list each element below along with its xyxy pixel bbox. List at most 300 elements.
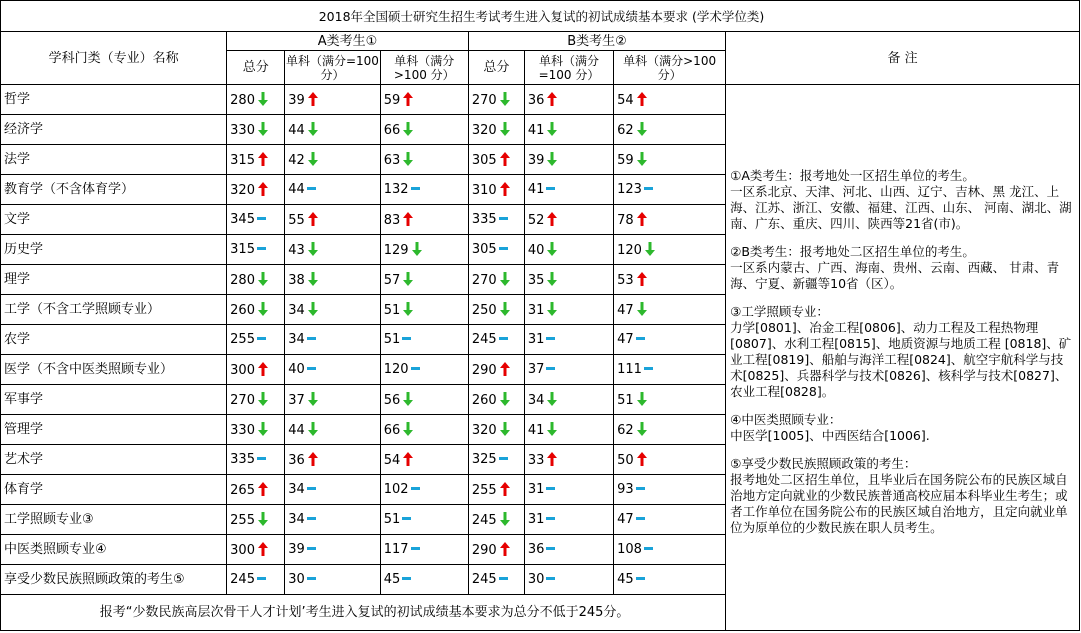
note-body: 力学[0801]、冶金工程[0806]、动力工程及工程热物理[0807]、水利工程[0815]、地质资源与地质工程 [0818]、矿业工程[0819]、船舶与海洋工程[0824]、航空宇航科学与技术[0825]、兵器科学与技术[0826]、核科学与技术[0827]、农业工程[0828]。 [730, 319, 1072, 399]
score-value: 31 [527, 302, 545, 318]
b-total-header: 总分 [468, 51, 524, 85]
down-arrow-icon [500, 92, 510, 106]
down-arrow-icon [637, 422, 647, 436]
score-value: 59 [617, 152, 634, 168]
score-cell [614, 355, 726, 385]
score-cell [468, 535, 524, 565]
note-item [730, 244, 1075, 292]
no-change-dash-icon [307, 187, 316, 190]
subject-cell: 哲学 [1, 85, 227, 115]
score-cell [524, 295, 613, 325]
score-value: 53 [617, 272, 634, 288]
down-arrow-icon [412, 242, 422, 256]
score-value: 255 [471, 482, 497, 498]
score-cell [524, 445, 613, 475]
down-arrow-icon [547, 152, 557, 166]
score-value: 290 [471, 542, 497, 558]
no-change-dash-icon [307, 337, 316, 340]
down-arrow-icon [308, 272, 318, 286]
score-cell [524, 205, 613, 235]
score-value: 120 [383, 362, 409, 377]
score-cell [614, 535, 726, 565]
score-cell [614, 235, 726, 265]
score-value: 44 [288, 122, 305, 138]
score-value: 66 [383, 422, 401, 438]
score-cell [614, 505, 726, 535]
no-change-dash-icon [546, 517, 555, 520]
score-value: 57 [383, 272, 401, 288]
score-value: 52 [527, 212, 545, 228]
score-value: 42 [288, 152, 305, 168]
score-cell [380, 145, 468, 175]
score-cell [614, 325, 726, 355]
score-value: 270 [471, 92, 497, 108]
score-cell [380, 505, 468, 535]
score-value: 108 [617, 542, 642, 557]
notes-cell [726, 85, 1080, 631]
score-value: 44 [288, 422, 305, 438]
up-arrow-icon [308, 92, 318, 106]
note-body: 报考地处二区招生单位，且毕业后在国务院公布的民族区域自治地方定向就业的少数民族普通高校应届本科毕业生考生；或者工作单位在国务院公布的民族区域自治地方，且定向就业单位为原单位的少数民族在职人员考生。 [730, 471, 1068, 535]
no-change-dash-icon [546, 487, 555, 490]
no-change-dash-icon [644, 187, 653, 190]
score-cell [285, 295, 380, 325]
no-change-dash-icon [257, 217, 266, 220]
score-value: 290 [471, 362, 497, 378]
score-value: 41 [527, 422, 545, 438]
up-arrow-icon [500, 482, 510, 496]
note-heading: ③工学照顾专业： [730, 303, 829, 319]
score-value: 345 [230, 212, 255, 227]
score-cell [285, 265, 380, 295]
score-value: 280 [230, 272, 255, 288]
b-single-100-header: 单科（满分=100 分） [524, 51, 613, 85]
score-value: 129 [383, 242, 409, 258]
score-cell [468, 295, 524, 325]
no-change-dash-icon [546, 337, 555, 340]
no-change-dash-icon [307, 517, 316, 520]
score-value: 330 [230, 122, 255, 138]
score-value: 300 [230, 542, 255, 558]
no-change-dash-icon [546, 367, 555, 370]
score-value: 51 [383, 302, 401, 318]
note-heading: ①A类考生：报考地处一区招生单位的考生。 [730, 167, 975, 183]
score-cell [614, 145, 726, 175]
score-value: 330 [230, 422, 255, 438]
no-change-dash-icon [636, 577, 645, 580]
up-arrow-icon [637, 272, 647, 286]
note-item [730, 304, 1075, 400]
up-arrow-icon [258, 542, 268, 556]
score-cell [285, 355, 380, 385]
score-cell [524, 265, 613, 295]
down-arrow-icon [547, 272, 557, 286]
score-value: 335 [230, 452, 255, 467]
score-value: 34 [527, 392, 545, 408]
score-value: 66 [383, 122, 401, 138]
score-cell [524, 415, 613, 445]
up-arrow-icon [403, 212, 413, 226]
down-arrow-icon [547, 422, 557, 436]
score-value: 325 [471, 452, 497, 467]
score-cell [468, 205, 524, 235]
down-arrow-icon [500, 422, 510, 436]
score-cell [227, 475, 285, 505]
down-arrow-icon [258, 302, 268, 316]
score-value: 320 [471, 122, 497, 138]
score-value: 260 [230, 302, 255, 318]
score-cell [227, 115, 285, 145]
down-arrow-icon [403, 272, 413, 286]
up-arrow-icon [403, 92, 413, 106]
score-value: 260 [471, 392, 497, 408]
table-row [1, 85, 1080, 115]
down-arrow-icon [637, 302, 647, 316]
score-value: 45 [383, 572, 401, 587]
score-cell [285, 325, 380, 355]
score-value: 335 [471, 212, 497, 227]
score-cell [380, 85, 468, 115]
subject-cell: 享受少数民族照顾政策的考生⑤ [1, 565, 227, 595]
score-value: 44 [288, 182, 305, 197]
score-cell [285, 205, 380, 235]
score-value: 83 [383, 212, 401, 228]
score-value: 305 [471, 152, 497, 168]
down-arrow-icon [637, 122, 647, 136]
no-change-dash-icon [644, 547, 653, 550]
score-value: 62 [617, 122, 634, 138]
score-value: 255 [230, 512, 255, 528]
score-value: 55 [288, 212, 305, 228]
score-cell [380, 205, 468, 235]
score-value: 36 [288, 452, 305, 468]
score-value: 45 [617, 572, 634, 587]
up-arrow-icon [258, 362, 268, 376]
subject-cell: 军事学 [1, 385, 227, 415]
up-arrow-icon [500, 182, 510, 196]
score-cell [468, 175, 524, 205]
score-cell [380, 295, 468, 325]
no-change-dash-icon [499, 247, 508, 250]
down-arrow-icon [308, 152, 318, 166]
score-value: 265 [230, 482, 255, 498]
score-cell [227, 85, 285, 115]
score-cell [285, 445, 380, 475]
score-value: 102 [383, 482, 409, 497]
up-arrow-icon [500, 362, 510, 376]
no-change-dash-icon [411, 367, 420, 370]
score-cell [614, 205, 726, 235]
table-title: 2018年全国硕士研究生招生考试考生进入复试的初试成绩基本要求 (学术学位类) [1, 1, 1080, 32]
down-arrow-icon [308, 302, 318, 316]
subject-cell: 农学 [1, 325, 227, 355]
no-change-dash-icon [402, 517, 411, 520]
score-value: 59 [383, 92, 401, 108]
score-cell [468, 565, 524, 595]
score-cell [227, 235, 285, 265]
score-cell [524, 355, 613, 385]
note-body: 一区系北京、天津、河北、山西、辽宁、吉林、黑 龙江、上海、江苏、浙江、安徽、福建、江西、山东、 河南、湖北、湖南、广东、重庆、四川、陕西等21省(市)。 [730, 183, 1072, 231]
score-cell [227, 265, 285, 295]
score-cell [468, 145, 524, 175]
score-value: 78 [617, 212, 634, 228]
subject-cell: 法学 [1, 145, 227, 175]
score-cell [614, 265, 726, 295]
score-cell [227, 535, 285, 565]
score-cell [524, 385, 613, 415]
score-value: 54 [617, 92, 634, 108]
score-value: 34 [288, 482, 305, 497]
score-cell [380, 325, 468, 355]
up-arrow-icon [258, 182, 268, 196]
score-value: 37 [288, 392, 305, 408]
score-cell [285, 505, 380, 535]
score-cell [227, 325, 285, 355]
score-value: 56 [383, 392, 401, 408]
down-arrow-icon [258, 392, 268, 406]
subject-cell: 工学照顾专业③ [1, 505, 227, 535]
no-change-dash-icon [307, 547, 316, 550]
note-heading: ②B类考生：报考地处二区招生单位的考生。 [730, 243, 975, 259]
score-value: 39 [527, 152, 545, 168]
subject-cell: 经济学 [1, 115, 227, 145]
down-arrow-icon [500, 512, 510, 526]
score-value: 111 [617, 362, 642, 377]
score-value: 245 [471, 572, 497, 587]
score-cell [524, 235, 613, 265]
up-arrow-icon [258, 152, 268, 166]
score-value: 50 [617, 452, 634, 468]
down-arrow-icon [500, 392, 510, 406]
score-cell [468, 115, 524, 145]
score-value: 245 [230, 572, 255, 587]
score-cell [285, 535, 380, 565]
score-value: 300 [230, 362, 255, 378]
no-change-dash-icon [411, 547, 420, 550]
no-change-dash-icon [644, 367, 653, 370]
score-cell [285, 175, 380, 205]
score-value: 31 [527, 512, 545, 527]
score-cell [285, 85, 380, 115]
footer-note: 报考“少数民族高层次骨干人才计划’考生进入复试的初试成绩基本要求为总分不低于245分。 [1, 595, 726, 631]
down-arrow-icon [645, 242, 655, 256]
up-arrow-icon [500, 542, 510, 556]
score-cell [227, 565, 285, 595]
subject-cell: 中医类照顾专业④ [1, 535, 227, 565]
score-cell [380, 475, 468, 505]
down-arrow-icon [258, 272, 268, 286]
score-value: 39 [288, 542, 305, 557]
down-arrow-icon [308, 122, 318, 136]
score-cell [614, 295, 726, 325]
subject-cell: 体育学 [1, 475, 227, 505]
score-value: 51 [383, 512, 401, 527]
score-value: 43 [288, 242, 305, 258]
down-arrow-icon [500, 302, 510, 316]
score-value: 36 [527, 542, 545, 557]
note-body: 中医学[1005]、中西医结合[1006]. [730, 427, 930, 443]
subject-header: 学科门类（专业）名称 [1, 32, 227, 85]
score-cell [380, 115, 468, 145]
score-cell [524, 475, 613, 505]
up-arrow-icon [547, 92, 557, 106]
score-cell [524, 505, 613, 535]
down-arrow-icon [403, 152, 413, 166]
score-cell [468, 505, 524, 535]
subject-cell: 历史学 [1, 235, 227, 265]
score-value: 51 [617, 392, 634, 408]
score-value: 245 [471, 512, 497, 528]
up-arrow-icon [403, 452, 413, 466]
no-change-dash-icon [257, 247, 266, 250]
score-cell [614, 475, 726, 505]
score-cell [227, 445, 285, 475]
score-value: 36 [527, 92, 545, 108]
score-value: 54 [383, 452, 401, 468]
down-arrow-icon [637, 392, 647, 406]
score-cell [380, 235, 468, 265]
score-value: 33 [527, 452, 545, 468]
score-cell [614, 385, 726, 415]
score-cell [468, 355, 524, 385]
group-a-header: A类考生① [227, 32, 469, 51]
score-value: 250 [471, 302, 497, 318]
no-change-dash-icon [307, 577, 316, 580]
score-cell [227, 145, 285, 175]
score-value: 30 [288, 572, 305, 587]
note-heading: ⑤享受少数民族照顾政策的考生： [730, 455, 917, 471]
no-change-dash-icon [499, 217, 508, 220]
score-cell [614, 565, 726, 595]
no-change-dash-icon [499, 337, 508, 340]
up-arrow-icon [547, 212, 557, 226]
a-single-over100-header: 单科（满分>100 分） [380, 51, 468, 85]
score-cell [468, 475, 524, 505]
down-arrow-icon [258, 422, 268, 436]
down-arrow-icon [500, 272, 510, 286]
score-cell [380, 535, 468, 565]
no-change-dash-icon [636, 517, 645, 520]
down-arrow-icon [258, 92, 268, 106]
score-cell [524, 325, 613, 355]
score-value: 47 [617, 302, 634, 318]
score-cell [380, 385, 468, 415]
score-value: 47 [617, 512, 634, 527]
score-value: 34 [288, 332, 305, 347]
down-arrow-icon [308, 242, 318, 256]
down-arrow-icon [403, 302, 413, 316]
score-cell [380, 355, 468, 385]
no-change-dash-icon [546, 187, 555, 190]
note-item [730, 412, 1075, 444]
down-arrow-icon [258, 512, 268, 526]
no-change-dash-icon [546, 577, 555, 580]
no-change-dash-icon [499, 577, 508, 580]
no-change-dash-icon [636, 337, 645, 340]
no-change-dash-icon [411, 487, 420, 490]
down-arrow-icon [308, 392, 318, 406]
score-value: 255 [230, 332, 255, 347]
score-cell [380, 175, 468, 205]
score-cell [614, 115, 726, 145]
score-value: 35 [527, 272, 545, 288]
score-cell [468, 265, 524, 295]
score-cell [227, 175, 285, 205]
no-change-dash-icon [402, 577, 411, 580]
score-value: 93 [617, 482, 634, 497]
score-value: 41 [527, 182, 545, 197]
score-value: 62 [617, 422, 634, 438]
score-cell [614, 415, 726, 445]
score-cell [380, 445, 468, 475]
no-change-dash-icon [257, 337, 266, 340]
subject-cell: 工学（不含工学照顾专业） [1, 295, 227, 325]
score-value: 315 [230, 242, 255, 257]
score-cell [380, 415, 468, 445]
score-cell [380, 565, 468, 595]
group-b-header: B类考生② [468, 32, 725, 51]
score-cell [285, 565, 380, 595]
down-arrow-icon [403, 422, 413, 436]
score-cell [285, 235, 380, 265]
down-arrow-icon [403, 122, 413, 136]
score-cell [614, 445, 726, 475]
down-arrow-icon [258, 122, 268, 136]
score-cell [285, 415, 380, 445]
score-cell [524, 85, 613, 115]
score-value: 123 [617, 182, 642, 197]
down-arrow-icon [547, 122, 557, 136]
score-value: 320 [471, 422, 497, 438]
subject-cell: 教育学（不含体育学） [1, 175, 227, 205]
no-change-dash-icon [307, 367, 316, 370]
subject-cell: 医学（不含中医类照顾专业） [1, 355, 227, 385]
score-cell [285, 475, 380, 505]
score-value: 63 [383, 152, 401, 168]
a-total-header: 总分 [227, 51, 285, 85]
score-value: 40 [527, 242, 545, 258]
no-change-dash-icon [499, 457, 508, 460]
score-cell [285, 115, 380, 145]
subject-cell: 理学 [1, 265, 227, 295]
score-cell [524, 565, 613, 595]
score-cell [524, 175, 613, 205]
score-value: 120 [617, 242, 642, 258]
note-heading: ④中医类照顾专业： [730, 411, 842, 427]
no-change-dash-icon [307, 487, 316, 490]
no-change-dash-icon [257, 577, 266, 580]
score-cell [468, 325, 524, 355]
score-cell [468, 415, 524, 445]
score-value: 34 [288, 302, 305, 318]
note-item [730, 168, 1075, 232]
score-cell [227, 505, 285, 535]
down-arrow-icon [308, 422, 318, 436]
score-value: 270 [471, 272, 497, 288]
score-cell [227, 295, 285, 325]
score-value: 37 [527, 362, 545, 377]
score-value: 270 [230, 392, 255, 408]
up-arrow-icon [258, 482, 268, 496]
score-cell [524, 115, 613, 145]
score-value: 310 [471, 182, 497, 198]
subject-cell: 管理学 [1, 415, 227, 445]
score-cell [468, 445, 524, 475]
score-cell [614, 175, 726, 205]
score-cell [285, 385, 380, 415]
score-cell [285, 145, 380, 175]
score-cell [227, 205, 285, 235]
